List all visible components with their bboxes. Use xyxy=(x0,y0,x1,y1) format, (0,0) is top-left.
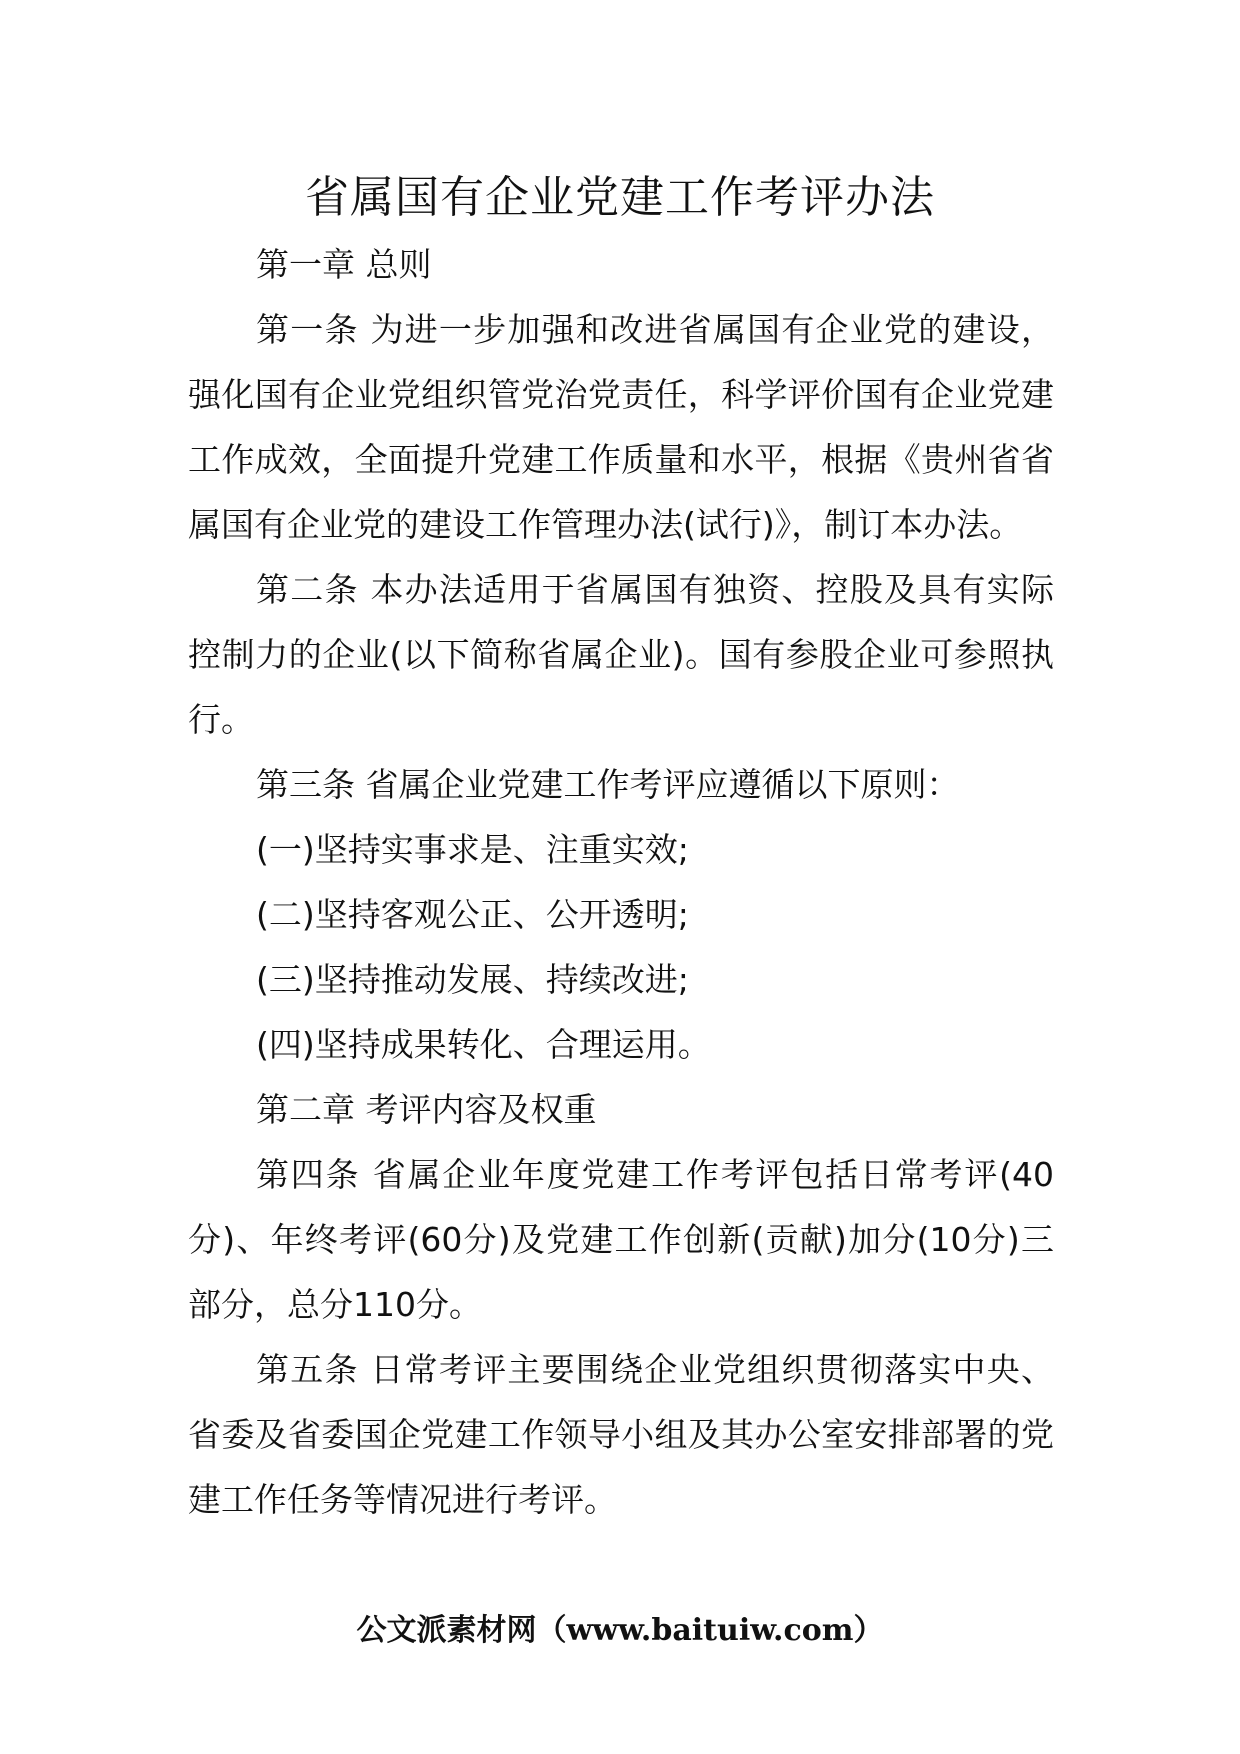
article-paragraph: 第一条 为进一步加强和改进省属国有企业党的建设，强化国有企业党组织管党治党责任，科学评价国有企业党建工作成效，全面提升党建工作质量和水平，根据《贵州省省属国有企业党的建设工作管理办法(试行)》，制订本办法。 xyxy=(188,310,1054,544)
article-paragraph: 第三条 省属企业党建工作考评应遵循以下原则： xyxy=(256,765,960,804)
article-paragraph: 第四条 省属企业年度党建工作考评包括日常考评(40分)、年终考评(60分)及党建工作创新(贡献)加分(10分)三部分，总分110分。 xyxy=(188,1155,1054,1324)
article-paragraph: 第五条 日常考评主要围绕企业党组织贯彻落实中央、省委及省委国企党建工作领导小组及其办公室安排部署的党建工作任务等情况进行考评。 xyxy=(188,1350,1054,1519)
principle-item: (三)坚持推动发展、持续改进; xyxy=(256,960,689,999)
article-paragraph: 第二条 本办法适用于省属国有独资、控股及具有实际控制力的企业(以下简称省属企业)。国有参股企业可参照执行。 xyxy=(188,570,1054,739)
principle-item: (二)坚持客观公正、公开透明; xyxy=(256,895,689,934)
document-body xyxy=(188,232,1054,1532)
watermark-footer: 公文派素材网（www.baituiw.com） xyxy=(356,1613,884,1648)
chapter-heading: 第二章 考评内容及权重 xyxy=(256,1090,597,1129)
document-title: 省属国有企业党建工作考评办法 xyxy=(305,172,935,223)
principle-item: (一)坚持实事求是、注重实效; xyxy=(256,830,689,869)
principle-item: (四)坚持成果转化、合理运用。 xyxy=(256,1025,711,1064)
chapter-heading: 第一章 总则 xyxy=(256,245,432,284)
